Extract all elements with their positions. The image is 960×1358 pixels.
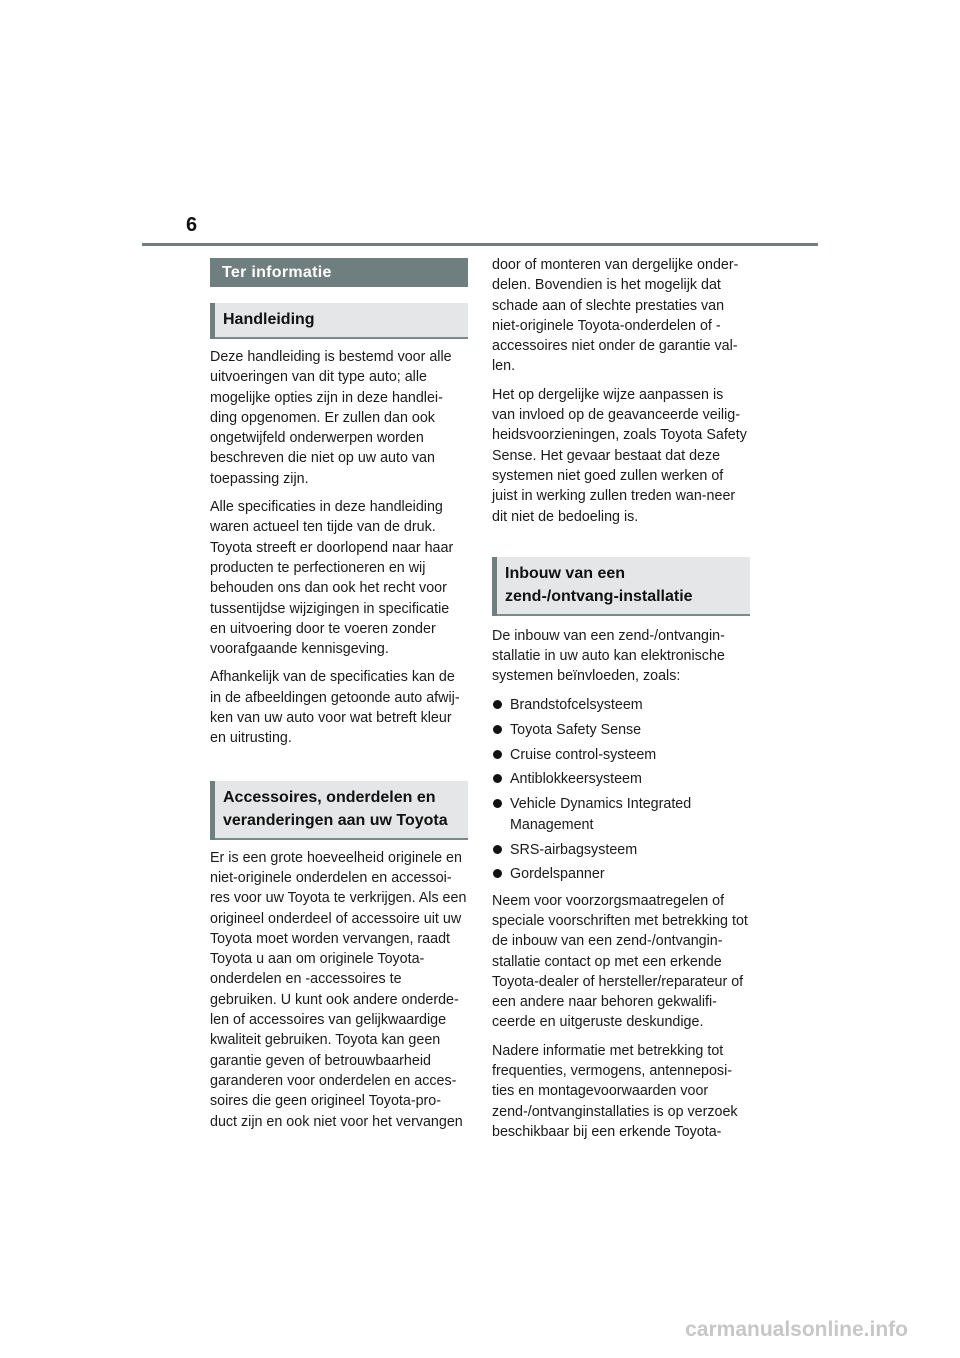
paragraph: Nadere informatie met betrekking tot frequenties, vermogens, antenneposi-ties en montagevoorwaarden voor zend-/ontvanginstallaties is op verzoek beschikbaar bij een erkende Toyota- [492,1042,738,1140]
list-item [492,794,750,835]
list-item-text: Toyota Safety Sense [510,721,642,738]
bullet-icon [493,774,502,783]
paragraph: Afhankelijk van de specificaties kan de in de afbeeldingen getoonde auto afwij-ken van uw auto voor wat betreft kleur en uitrusting. [210,669,460,747]
paragraph: Deze handleiding is bestemd voor alle uitvoeringen van dit type auto; alle mogelijke opties zijn in deze handlei-ding opgenomen. Er zullen dan ook ongetwijfeld onderwerpen worden beschreven die niet op uw auto van toepassing zijn. [210,349,452,487]
section-title: Ter informatie [210,258,468,287]
subheading-inbouw: Inbouw van een zend-/ontvang-installatie [492,557,750,616]
bullet-icon [493,750,502,759]
list-item-text: Antiblokkeersysteem [510,771,642,788]
list-item [492,720,750,740]
paragraph: Alle specificaties in deze handleiding waren actueel ten tijde van de druk. Toyota streeft er doorlopend naar haar producten te perfectioneren en wij behouden ons dan ook het recht voor tussentijdse wijzigingen in specificatie en uitvoering door te voeren zonder voorafgaande kennisgeving. [210,499,454,658]
subheading-handleiding: Handleiding [210,303,468,339]
list-item [492,864,750,884]
list-item [492,769,750,789]
list-item-text: Gordelspanner [510,866,605,883]
header-rule [142,243,818,246]
subheading-accessoires: Accessoires, onderdelen en veranderingen aan uw Toyota [210,781,468,840]
bullet-icon [493,845,502,854]
list-item-text: SRS-airbagsysteem [510,841,638,858]
paragraph: Het op dergelijke wijze aanpassen is van invloed op de geavanceerde veilig-heidsvoorzieningen, zoals Toyota Safety Sense. Het gevaar bestaat dat deze systemen niet goed zullen werken of juist in werking zullen treden wan-neer dit niet de bedoeling is. [492,386,747,525]
paragraph: Er is een grote hoeveelheid originele en niet-originele onderdelen en accessoi-res voor uw Toyota te verkrijgen. Als een origineel onderdeel of accessoire uit uw Toyota moet worden vervangen, raadt Toyota u aan om originele Toyota-onderdelen en -accessoires te gebruiken. U kunt ook andere onderde-len of accessoires van gelijkwaardige kwaliteit gebruiken. Toyota kan geen garantie geven of betrouwbaarheid garanderen voor onderdelen en acces-soires die geen origineel Toyota-pro-duct zijn en ook niet voor het vervangen [210,849,467,1130]
watermark: carmanualsonline.info [685,1318,908,1341]
bullet-list [492,695,750,885]
page-number: 6 [186,214,198,236]
list-item-text: Brandstofcelsysteem [510,696,643,713]
list-item-text: Cruise control-systeem [510,746,657,763]
paragraph: door of monteren van dergelijke onder-delen. Bovendien is het mogelijk dat schade aan of slechte prestaties van niet-originele Toyota-onderdelen of -accessoires niet onder de garantie val-len. [492,257,739,375]
bullet-icon [493,869,502,878]
bullet-icon [493,799,502,808]
bullet-icon [493,725,502,734]
left-column [210,258,468,1140]
list-item-text: Vehicle Dynamics Integrated Management [510,796,692,833]
list-item [492,695,750,715]
list-item [492,745,750,765]
right-column [492,255,750,1150]
paragraph: De inbouw van een zend-/ontvangin-stallatie in uw auto kan elektronische systemen beïnvloeden, zoals: [492,627,725,685]
list-item [492,840,750,860]
bullet-icon [493,700,502,709]
paragraph: Neem voor voorzorgsmaatregelen of speciale voorschriften met betrekking tot de inbouw van een zend-/ontvangin-stallatie contact op met een erkende Toyota-dealer of hersteller/reparateur of een andere naar behoren gekwalifi-ceerde en uitgeruste deskundige. [492,892,748,1031]
